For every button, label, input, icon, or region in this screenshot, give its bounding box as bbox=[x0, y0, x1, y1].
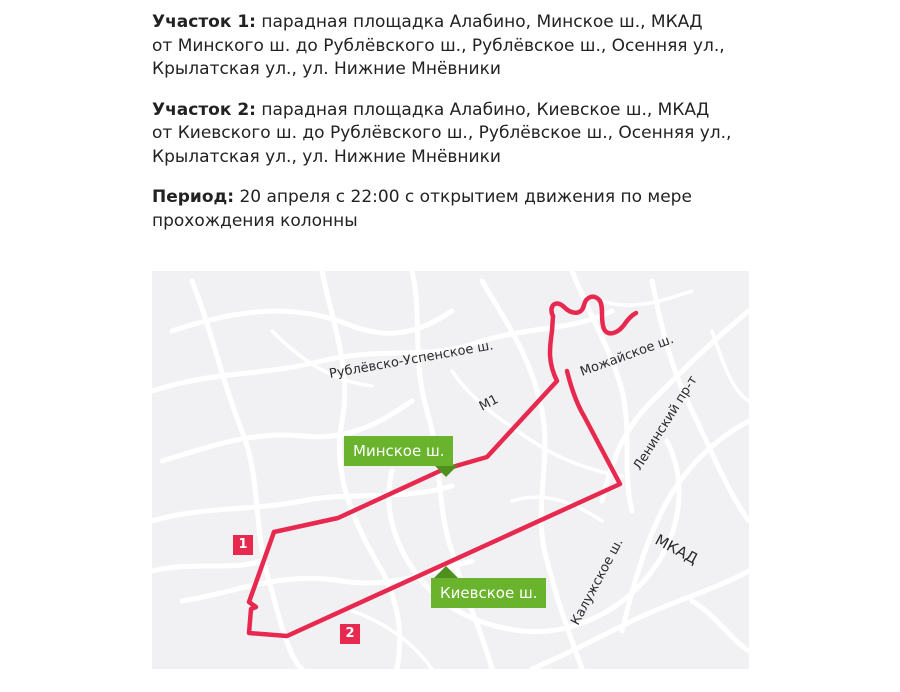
section-period bbox=[152, 186, 792, 233]
label-m1: М1 bbox=[476, 392, 502, 415]
section-1 bbox=[152, 11, 792, 82]
label-rublevo-uspenskoe: Рублёвско-Успенское ш. bbox=[328, 338, 495, 382]
minskoe-label: Минское ш. bbox=[344, 436, 453, 466]
section-1-text: парадная площадка Алабино, Минское ш., МКАД от Минского ш. до Рублёвского ш., Рублёвское ш., Осенняя ул., Крылатская ул., ул. Нижние Мнёвники bbox=[152, 12, 725, 79]
section-1-heading: Участок 1: bbox=[152, 12, 256, 32]
label-mkad: МКАД bbox=[652, 530, 701, 568]
label-leninsky: Ленинский пр-т bbox=[630, 373, 701, 474]
label-mozhayskoe: Можайское ш. bbox=[578, 332, 676, 380]
section-2-heading: Участок 2: bbox=[152, 99, 256, 120]
route-map bbox=[152, 271, 749, 669]
kievskoe-label: Киевское ш. bbox=[431, 578, 546, 608]
marker-1: 1 bbox=[233, 535, 253, 555]
route-description bbox=[152, 11, 792, 250]
period-text: 20 апреля с 22:00 с открытием движения по мере прохождения колонны bbox=[152, 187, 692, 231]
marker-2: 2 bbox=[340, 624, 360, 644]
section-2-text: парадная площадка Алабино, Киевское ш., МКАД от Киевского ш. до Рублёвского ш., Рублёвское ш., Осенняя ул., Крылатская ул., ул. Нижние Мнёвники bbox=[152, 99, 732, 167]
map-canvas bbox=[152, 271, 749, 669]
section-2 bbox=[152, 99, 792, 170]
label-kaluzhskoe: Калужское ш. bbox=[568, 536, 627, 628]
period-heading: Период: bbox=[152, 187, 235, 207]
